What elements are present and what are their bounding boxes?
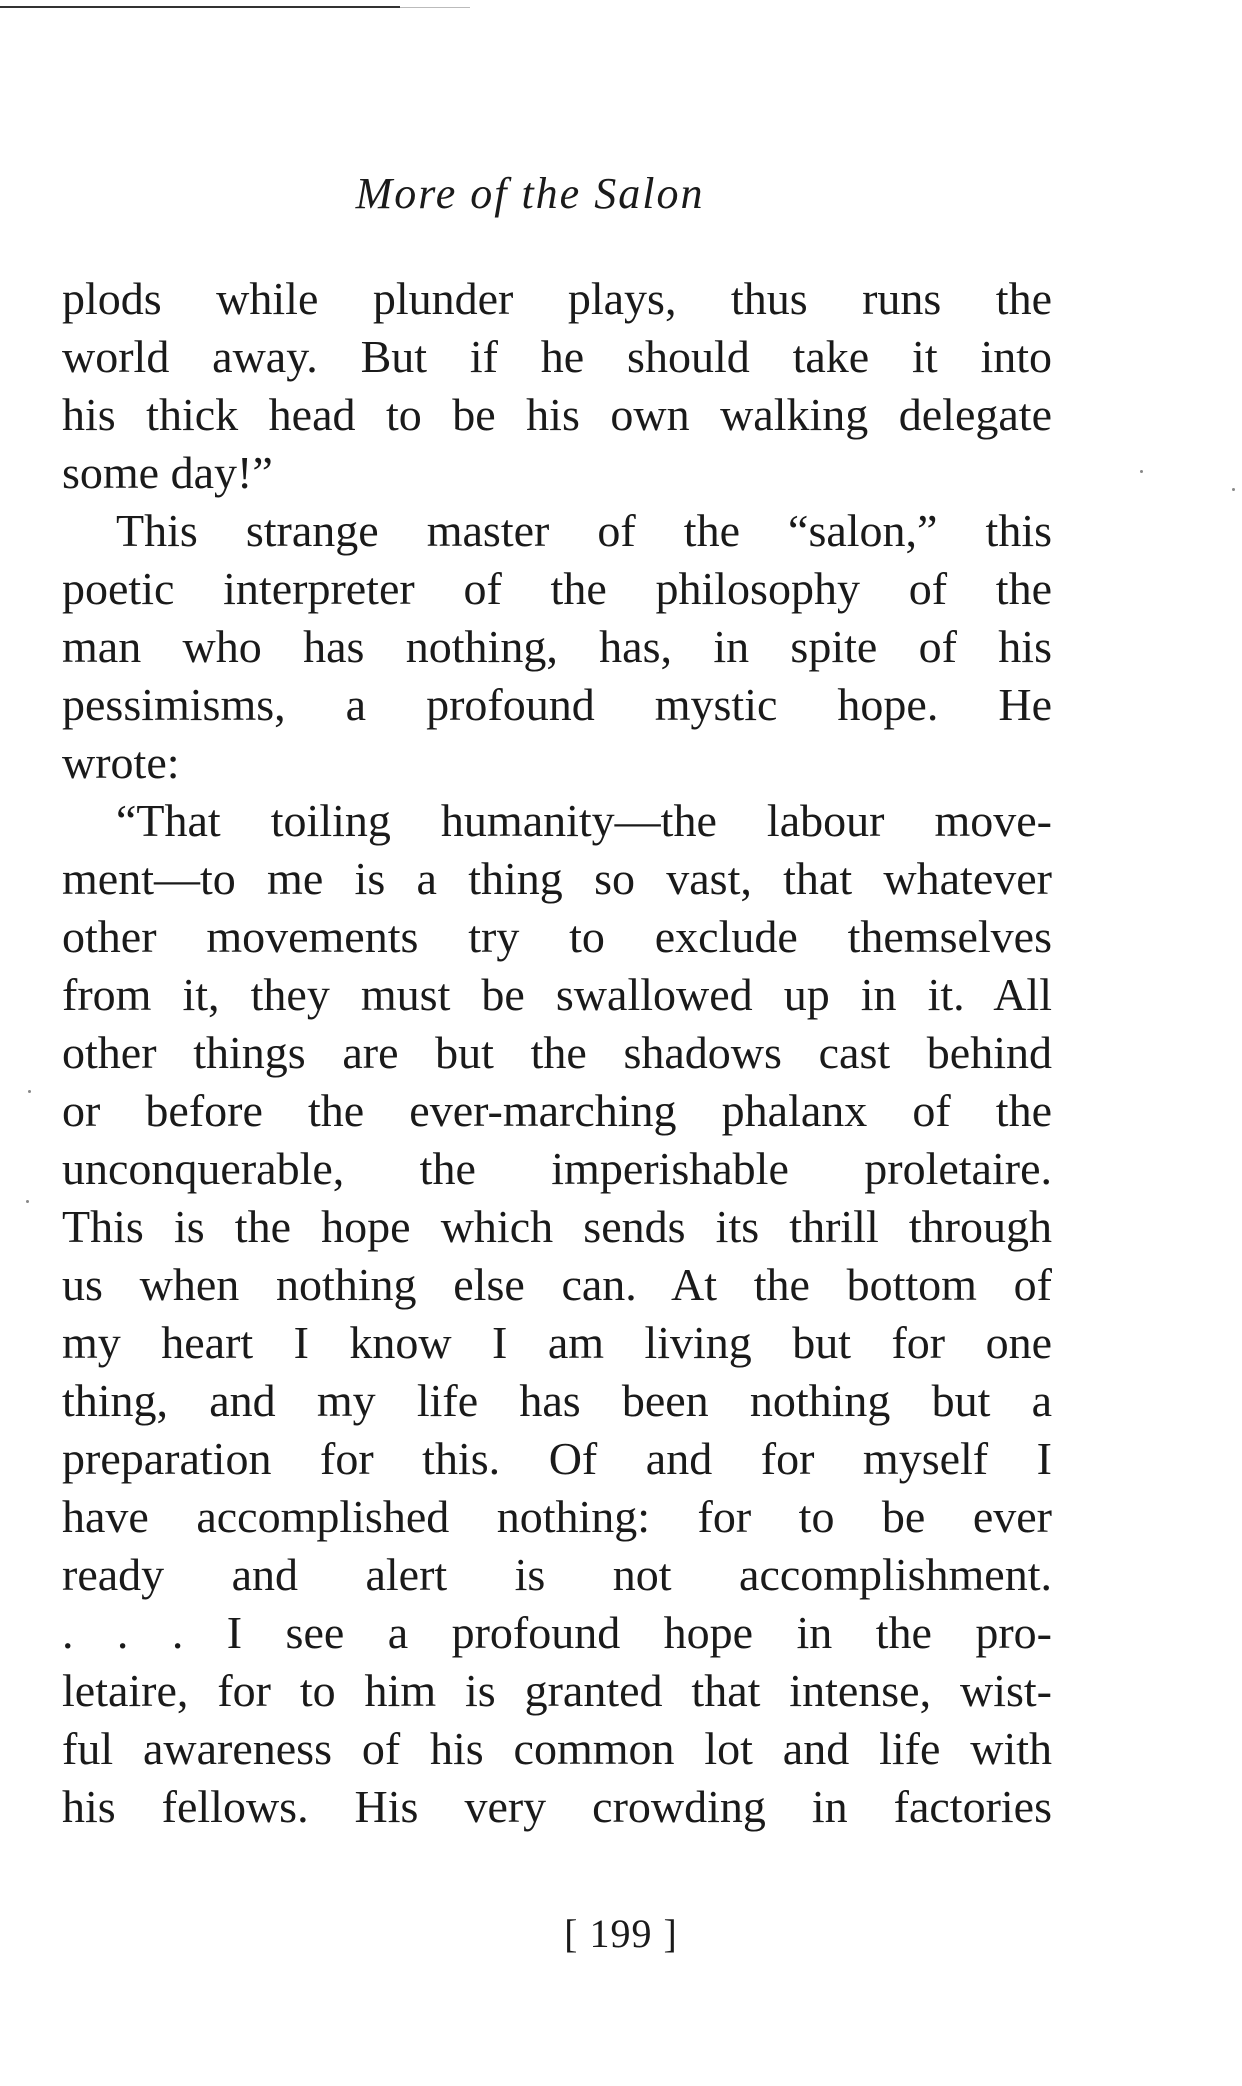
text-line: world away. But if he should take it into bbox=[62, 331, 1052, 382]
text-line: his fellows. His very crowding in factories bbox=[62, 1781, 1052, 1832]
page-number: [ 199 ] bbox=[564, 1911, 678, 1956]
text-line: ment—to me is a thing so vast, that whatever bbox=[62, 853, 1052, 904]
scan-speck bbox=[28, 1090, 31, 1093]
body-text bbox=[62, 270, 1052, 1836]
text-line: unconquerable, the imperishable proletaire. bbox=[62, 1143, 1052, 1194]
text-line: other things are but the shadows cast behind bbox=[62, 1027, 1052, 1078]
text-line: thing, and my life has been nothing but a bbox=[62, 1375, 1052, 1426]
text-line: This strange master of the “salon,” this bbox=[116, 505, 1052, 556]
scan-edge-rule-faint bbox=[400, 7, 470, 8]
text-line: letaire, for to him is granted that intense, wist- bbox=[62, 1665, 1052, 1716]
text-line: man who has nothing, has, in spite of his bbox=[62, 621, 1052, 672]
text-line: preparation for this. Of and for myself I bbox=[62, 1433, 1052, 1484]
text-line: have accomplished nothing: for to be ever bbox=[62, 1491, 1052, 1542]
text-line: from it, they must be swallowed up in it. All bbox=[62, 969, 1052, 1020]
text-line: his thick head to be his own walking delegate bbox=[62, 389, 1052, 440]
text-line: ready and alert is not accomplishment. bbox=[62, 1549, 1052, 1600]
text-line: other movements try to exclude themselves bbox=[62, 911, 1052, 962]
text-line: some day!” bbox=[62, 447, 273, 498]
text-line: wrote: bbox=[62, 737, 180, 788]
text-line: us when nothing else can. At the bottom of bbox=[62, 1259, 1052, 1310]
running-head: More of the Salon bbox=[355, 169, 705, 218]
text-line: plods while plunder plays, thus runs the bbox=[62, 273, 1052, 324]
text-line: my heart I know I am living but for one bbox=[62, 1317, 1052, 1368]
text-line: poetic interpreter of the philosophy of the bbox=[62, 563, 1052, 614]
scan-speck bbox=[1232, 488, 1235, 491]
text-line: “That toiling humanity—the labour move- bbox=[116, 795, 1052, 846]
scan-speck bbox=[26, 1200, 29, 1203]
scan-edge-rule bbox=[0, 6, 400, 8]
scan-speck bbox=[1140, 470, 1143, 473]
text-line: This is the hope which sends its thrill through bbox=[62, 1201, 1052, 1252]
text-line: pessimisms, a profound mystic hope. He bbox=[62, 679, 1052, 730]
text-line: . . . I see a profound hope in the pro- bbox=[62, 1607, 1052, 1658]
text-line: or before the ever-marching phalanx of the bbox=[62, 1085, 1052, 1136]
text-line: ful awareness of his common lot and life with bbox=[62, 1723, 1052, 1774]
